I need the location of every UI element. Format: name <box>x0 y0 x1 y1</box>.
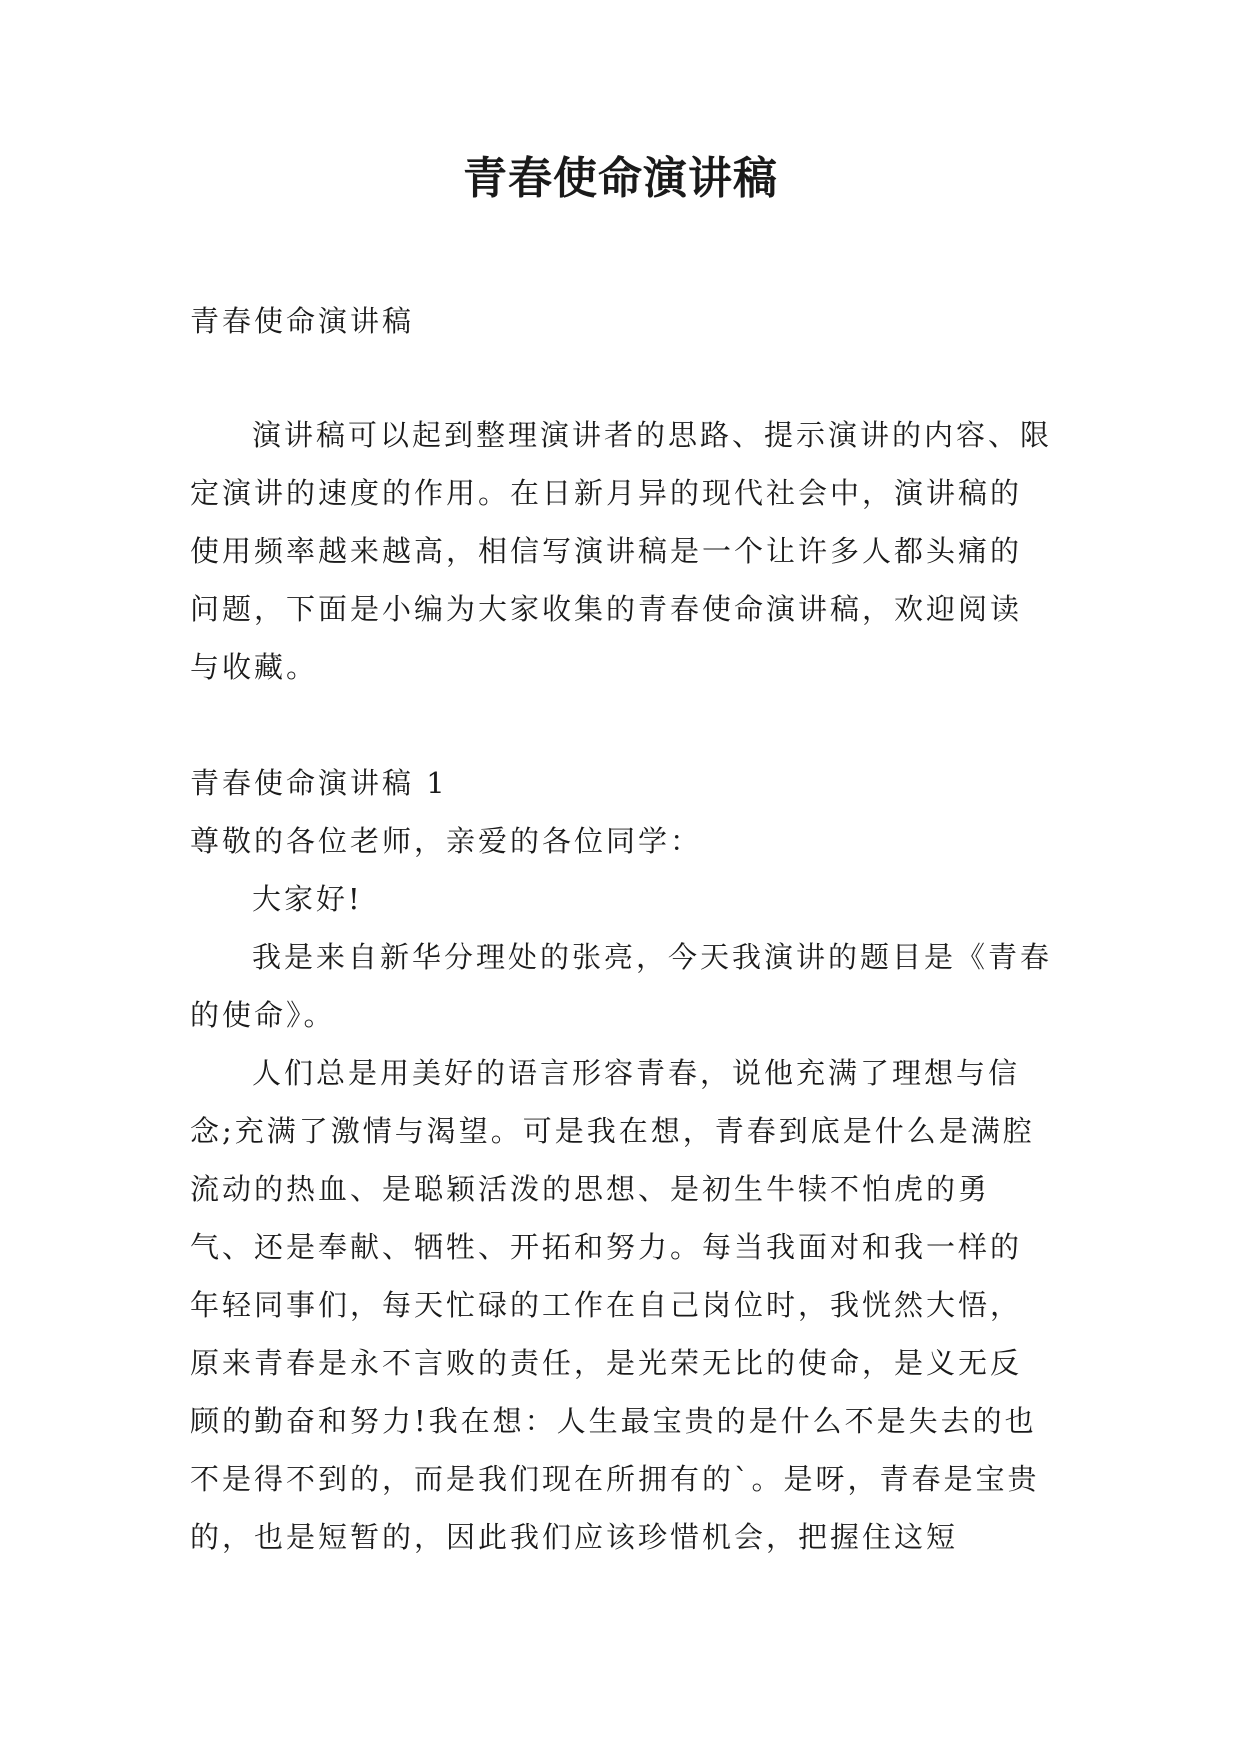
greeting: 大家好! <box>252 882 363 916</box>
intro-paragraph: 演讲稿可以起到整理演讲者的思路、提示演讲的内容、限定演讲的速度的作用。在日新月异的现代社会中，演讲稿的使用频率越来越高，相信写演讲稿是一个让许多人都头痛的问题，下面是小编为大家收集的青春使命演讲稿，欢迎阅读与收藏。 <box>190 418 1053 684</box>
body-paragraph: 人们总是用美好的语言形容青春，说他充满了理想与信念;充满了激情与渴望。可是我在想，青春到底是什么是满腔流动的热血、是聪颖活泼的思想、是初生牛犊不怕虎的勇气、还是奉献、牺牲、开拓和努力。每当我面对和我一样的年轻同事们，每天忙碌的工作在自己岗位时，我恍然大悟，原来青春是永不言败的责任，是光荣无比的使命，是义无反顾的勤奋和努力!我在想：人生最宝贵的是什么不是失去的也不是得不到的，而是我们现在所拥有的`。是呀，青春是宝贵的，也是短暂的，因此我们应该珍惜机会，把握住这短 <box>190 1056 1040 1554</box>
body-paragraph: 我是来自新华分理处的张亮，今天我演讲的题目是《青春的使命》。 <box>190 940 1053 1032</box>
document-title: 青春使命演讲稿 <box>463 153 778 204</box>
salutation: 尊敬的各位老师，亲爱的各位同学： <box>190 824 703 858</box>
section-heading: 青春使命演讲稿 1 <box>190 766 448 800</box>
document-body <box>190 292 1052 1566</box>
document-subtitle: 青春使命演讲稿 <box>190 304 415 338</box>
